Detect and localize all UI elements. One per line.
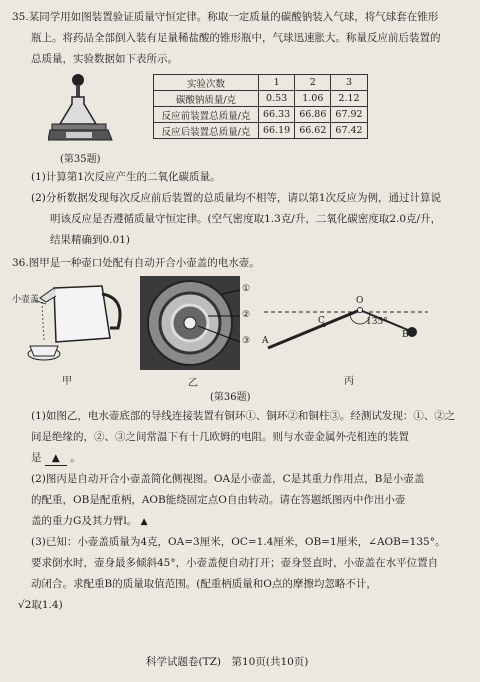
q36-sub1-line-1: (1)如图乙，电水壶底部的导线连接装置有铜环①、铜环②和铜柱③。经测试发现：①、②之 (31, 410, 456, 422)
q35-scale-figure (48, 72, 118, 144)
q35-sub2-line-2: 明该反应是否遵循质量守恒定律。(空气密度取1.3克/升，二氧化碳密度取2.0克/升， (50, 213, 442, 225)
table-row (154, 123, 368, 139)
q36-sub1-line-2: 间是绝缘的，②、③之间常温下有十几欧姆的电阻。则与水壶金属外壳相连的装置 (31, 431, 409, 443)
q35-sub2-line-3: 结果精确到0.01) (50, 234, 130, 246)
q35-line-3: 总质量，实验数据如下表所示。 (31, 53, 178, 65)
point-b-label: B (402, 330, 409, 340)
fig-bing-caption: 丙 (344, 376, 354, 387)
q36-sub1-prefix: 是 (31, 452, 42, 464)
q36-sub2-line-2: 的配重，OB是配重柄，AOB能绕固定点O自由转动。请在答题纸图丙中作出小壶 (31, 494, 406, 506)
q36-sub2-line-3 (31, 514, 148, 529)
point-c-label: C (318, 316, 325, 326)
point-a-label: A (262, 336, 269, 346)
kettle-spout-icon (40, 288, 56, 302)
q35-sub1: (1)计算第1次反应产生的二氧化碳质量。 (31, 171, 221, 183)
table-cell: 2 (295, 75, 331, 91)
q36-title: 36.图甲是一种壶口处配有自动开合小壶盖的电水壶。 (12, 257, 260, 269)
q35-line-2: 瓶上。将药品全部倒入装有足量稀盐酸的锥形瓶中，气球迅速胀大。称量反应前后装置的 (31, 32, 441, 44)
kettle-lid-label: 小壶盖 (12, 295, 40, 305)
q35-fig-caption: (第35题) (60, 154, 101, 165)
table-header-row (154, 75, 368, 91)
q35-data-table (153, 74, 368, 139)
lid-oa-line (268, 310, 360, 348)
table-cell: 3 (331, 75, 367, 91)
fig-yi-caption: 乙 (188, 378, 198, 389)
table-cell: 66.33 (259, 107, 295, 123)
table-cell: 碳酸钠质量/克 (154, 91, 259, 107)
q35-sub2-line-1: (2)分析数据发现每次反应前后装置的总质量均不相等，请以第1次反应为例，通过计算说 (31, 192, 442, 204)
mark-2: ② (242, 310, 251, 320)
table-cell: 实验次数 (154, 75, 259, 91)
copper-pin-icon (184, 317, 196, 329)
answer-blank: ▲ (45, 451, 67, 466)
table-cell: 2.12 (331, 91, 367, 107)
angle-label: 135° (366, 317, 388, 327)
table-cell: 66.19 (259, 123, 295, 139)
kettle-figure (14, 276, 132, 368)
table-cell: 0.53 (259, 91, 295, 107)
table-row (154, 107, 368, 123)
q36-sub2-text: 盖的重力G及其力臂l。 (31, 515, 138, 527)
table-cell: 反应后装置总质量/克 (154, 123, 259, 139)
q36-sub1-line-3 (31, 451, 81, 466)
fig-jia-caption: 甲 (62, 376, 72, 387)
answer-blank: ▲ (140, 517, 148, 527)
table-cell: 1.06 (295, 91, 331, 107)
q35-line-1: 35.某同学用如图装置验证质量守恒定律。称取一定质量的碳酸钠装入气球，将气球套在锥形 (12, 11, 439, 23)
balloon-icon (72, 74, 84, 86)
table-row (154, 91, 368, 107)
flask-icon (60, 97, 96, 124)
q36-sub3-line-4: √2取1.4) (18, 599, 63, 611)
kettle-base-photo (140, 276, 256, 372)
table-cell: 反应前装置总质量/克 (154, 107, 259, 123)
kettle-body-icon (54, 286, 110, 342)
lever-diagram (258, 290, 434, 360)
q36-sub3-line-1: (3)已知：小壶盖质量为4克，OA=3厘米，OC=1.4厘米，OB=1厘米，∠AOB=135°。 (31, 536, 446, 548)
mark-1: ① (242, 284, 251, 294)
table-cell: 67.42 (331, 123, 367, 139)
mark-3: ③ (242, 336, 251, 346)
table-cell: 66.86 (295, 107, 331, 123)
q36-sub3-line-3: 动闭合。求配重B的质量取值范围。(配重柄质量和O点的摩擦均忽略不计， (31, 578, 377, 590)
table-cell: 66.62 (295, 123, 331, 139)
pivot-icon (358, 308, 363, 313)
table-cell: 67.92 (331, 107, 367, 123)
table-cell: 1 (259, 75, 295, 91)
q36-sub1-end: 。 (70, 452, 81, 464)
q36-sub3-line-2: 要求倒水时，壶身最多倾斜45°，小壶盖便自动打开；壶身竖直时，小壶盖在水平位置自 (31, 557, 439, 569)
q36-fig-caption: (第36题) (210, 392, 251, 403)
q36-sub2-line-1: (2)图丙是自动开合小壶盖简化侧视图。OA是小壶盖，C是其重力作用点，B是小壶盖 (31, 473, 425, 485)
page-footer: 科学试题卷(TZ) 第10页(共10页) (146, 656, 309, 668)
point-o-label: O (356, 296, 364, 306)
